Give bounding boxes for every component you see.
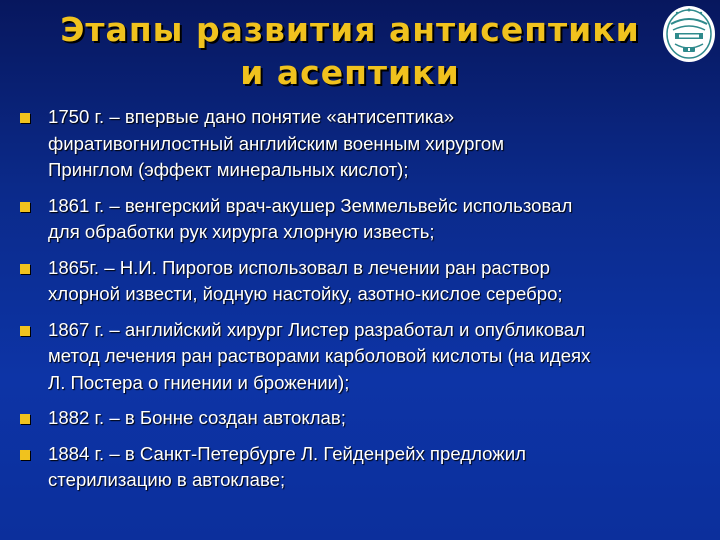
list-item-line: хлорной извести, йодную настойку, азотно-кислое серебро; xyxy=(48,283,563,304)
square-bullet-icon xyxy=(20,113,30,123)
list-item xyxy=(18,405,698,432)
list-item-line: 1750 г. – впервые дано понятие «антисептика» xyxy=(48,106,455,127)
list-item-line: 1882 г. – в Бонне создан автоклав; xyxy=(48,407,346,428)
list-item xyxy=(18,441,698,494)
list-item-line: 1861 г. – венгерский врач-акушер Земмельвейс использовал xyxy=(48,194,573,216)
square-bullet-icon xyxy=(20,450,30,460)
list-item xyxy=(18,104,698,184)
list-item xyxy=(18,255,698,308)
list-item xyxy=(18,193,698,246)
list-item xyxy=(18,317,698,397)
list-item-line: фиративогнилостный английским военным хирургом xyxy=(48,132,505,154)
title-line-1: Этапы развития антисептики xyxy=(60,10,640,49)
list-item-line: 1884 г. – в Санкт-Петербурге Л. Гейденрейх предложил xyxy=(48,442,526,464)
list-item-line: метод лечения ран растворами карболовой кислоты (на идеях xyxy=(48,345,591,366)
square-bullet-icon xyxy=(20,326,30,336)
list-item-line: для обработки рук хирурга хлорную известь; xyxy=(48,221,435,242)
square-bullet-icon xyxy=(20,264,30,274)
list-item-line: Принглом (эффект минеральных кислот); xyxy=(48,159,409,180)
list-item-line: стерилизацию в автоклаве; xyxy=(48,469,286,490)
slide-title xyxy=(40,8,660,94)
square-bullet-icon xyxy=(20,414,30,424)
bullet-list xyxy=(18,104,698,503)
list-item-line: 1865г. – Н.И. Пирогов использовал в лечении ран раствор xyxy=(48,256,550,278)
title-line-2: и асептики xyxy=(240,53,460,92)
square-bullet-icon xyxy=(20,202,30,212)
university-emblem-icon xyxy=(661,4,717,64)
list-item-line: Л. Постера о гниении и брожении); xyxy=(48,371,350,393)
list-item-line: 1867 г. – английский хирург Листер разработал и опубликовал xyxy=(48,318,586,340)
